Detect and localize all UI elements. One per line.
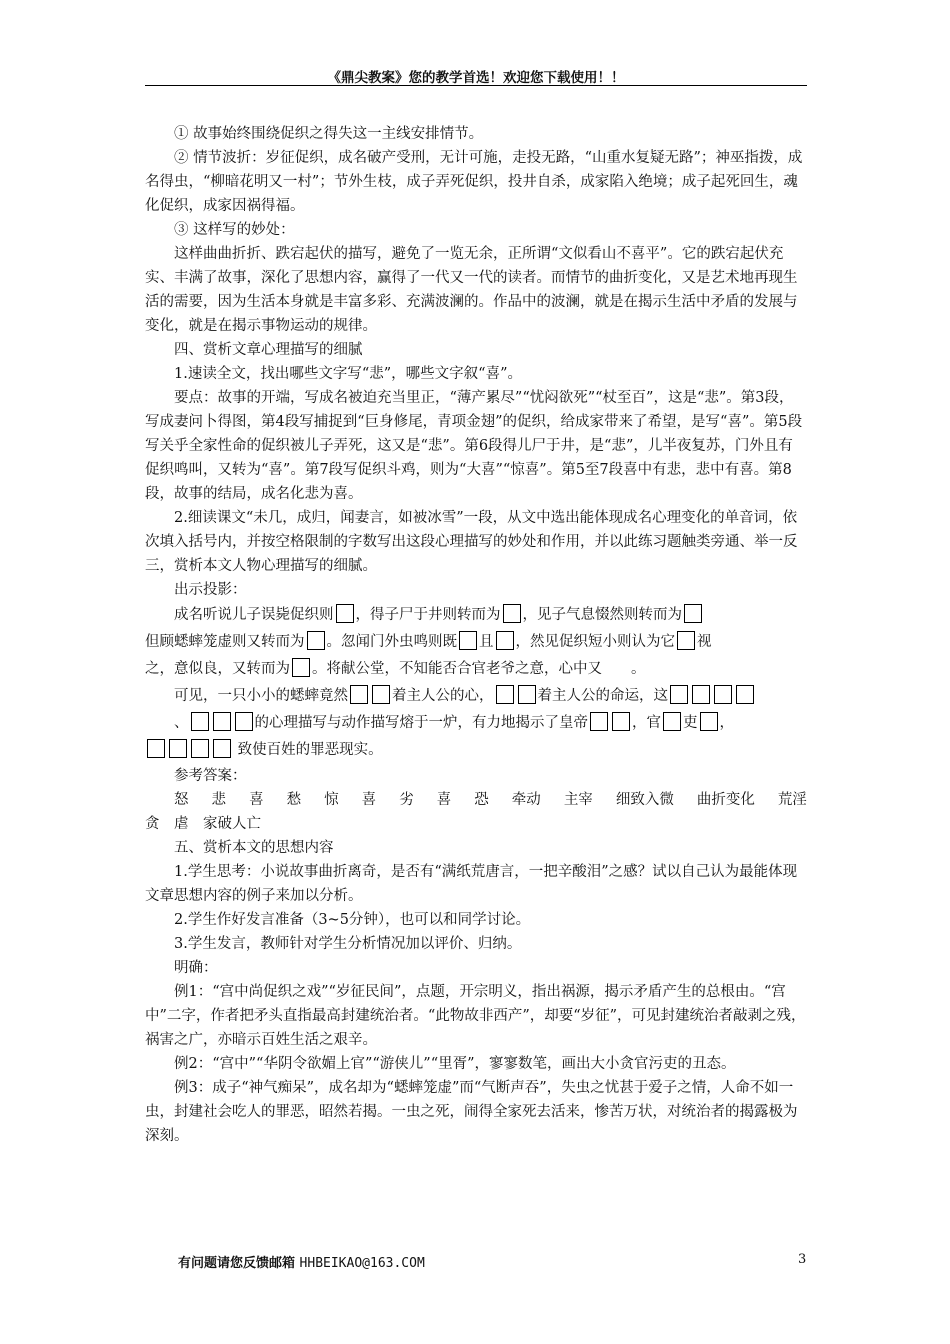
question-2: 2.细读课文“未几，成归，闻妻言，如被冰雪”一段，从文中选出能体现成名心理变化的单音词，依次填入括号内，并按空格限制的字数写出这段心理描写的妙处和作用，并以此练习题触类旁通、举一反三，赏析本文人物心理描写的细腻。	[145, 510, 798, 574]
fill-line-2: 但顾蟋蟀笼虚则又转而为 。忽闻门外虫鸣则既 且 ，然见促织短小则认为它 视	[145, 629, 807, 656]
sec5-question-2: 2.学生作好发言准备（3~5分钟），也可以和同学讨论。	[174, 912, 531, 928]
answer-word: 怒	[174, 792, 189, 808]
answer-word: 牵动	[511, 792, 541, 808]
answer-box[interactable]	[714, 685, 732, 704]
page-number: 3	[798, 1252, 807, 1267]
answer-box[interactable]	[663, 712, 681, 731]
answer-box[interactable]	[307, 631, 325, 650]
footer-label: 有问题请您反馈邮箱	[178, 1256, 296, 1271]
example-2: 例2：“宫中”“华阴令欲媚上官”“游侠儿”“里胥”，寥寥数笔，画出大小贪官污吏的丑态。	[174, 1056, 736, 1072]
page-footer	[178, 1252, 425, 1271]
answer-box[interactable]	[169, 739, 187, 758]
answer-box[interactable]	[496, 631, 514, 650]
clarify-label: 明确：	[174, 960, 218, 976]
paragraph-main-thread: ① 故事始终围绕促织之得失这一主线安排情节。	[174, 126, 484, 142]
answer-word: 曲折变化	[696, 792, 755, 808]
fill-line-3: 之，意似良，又转而为 。将献公堂，不知能否合官老爷之意，心中又 。	[145, 656, 807, 683]
answer-box[interactable]	[612, 712, 630, 731]
answer-box[interactable]	[350, 685, 368, 704]
answer-box[interactable]	[518, 685, 536, 704]
footer-email[interactable]: HHBEIKAO@163.COM	[299, 1256, 425, 1271]
answer-word: 喜	[249, 792, 264, 808]
fill-line-6: 致使百姓的罪恶现实。	[145, 737, 807, 764]
answer-box[interactable]	[670, 685, 688, 704]
answer-1: 要点：故事的开端，写成名被迫充当里正，“薄产累尽”“忧闷欲死”“杖至百”，这是“悲”。第3段，写成妻问卜得图，第4段写捕捉到“巨身修尾，青项金翅”的促织，给成家带来了希望，是写“喜”。第5段写关乎全家性命的促织被儿子弄死，这又是“悲”。第6段得儿尸于井，是“悲”，儿半夜复苏，门外且有促织鸣叫，又转为“喜”。第7段写促织斗鸡，则为“大喜”“惊喜”。第5至7段喜中有悲，悲中有喜。第8段，故事的结局，成名化悲为喜。	[145, 390, 803, 502]
projection-label: 出示投影：	[174, 582, 247, 598]
reference-answers-title: 参考答案：	[174, 768, 247, 784]
answer-box[interactable]	[503, 604, 521, 623]
answer-box[interactable]	[677, 631, 695, 650]
fill-line-4: 可见，一只小小的蟋蟀竟然 着主人公的心， 着主人公的命运，这	[145, 683, 807, 710]
example-3: 例3：成子“神气痴呆”，成名却为“蟋蟀笼虚”而“气断声吞”，失虫之忧甚于爱子之情，人命不如一虫，封建社会吃人的罪恶，昭然若揭。一虫之死，闹得全家死去活来，惨苦万状，对统治者的揭露极为深刻。	[145, 1080, 798, 1144]
answer-box[interactable]	[213, 712, 231, 731]
reference-answers-list	[174, 788, 807, 812]
answer-word: 细致入微	[615, 792, 674, 808]
answer-box[interactable]	[459, 631, 477, 650]
answer-box[interactable]	[372, 685, 390, 704]
answer-word: 恐	[474, 792, 489, 808]
answer-word: 劣	[399, 792, 414, 808]
answer-word: 惊	[324, 792, 339, 808]
question-1: 1.速读全文，找出哪些文字写“悲”，哪些文字叙“喜”。	[174, 366, 522, 382]
document-body	[145, 122, 807, 1148]
answer-word: 悲	[211, 792, 227, 808]
answer-word: 喜	[436, 792, 452, 808]
fill-in-exercise	[145, 602, 807, 764]
reference-answers-line-2: 贪 虐 家破人亡	[145, 816, 261, 832]
answer-box[interactable]	[684, 604, 702, 623]
answer-box[interactable]	[292, 658, 310, 677]
header-rule	[145, 85, 807, 86]
answer-box[interactable]	[147, 739, 165, 758]
answer-box[interactable]	[191, 739, 209, 758]
answer-box[interactable]	[590, 712, 608, 731]
sec5-question-3: 3.学生发言，教师针对学生分析情况加以评价、归纳。	[174, 936, 522, 952]
answer-word: 主宰	[563, 792, 593, 808]
answer-word: 荒淫	[777, 792, 807, 808]
answer-box[interactable]	[336, 604, 354, 623]
answer-box[interactable]	[496, 685, 514, 704]
answer-box[interactable]	[235, 712, 253, 731]
answer-box[interactable]	[692, 685, 710, 704]
sec5-question-1: 1.学生思考：小说故事曲折离奇，是否有“满纸荒唐言，一把辛酸泪”之感？试以自己认为最能体现文章思想内容的例子来加以分析。	[145, 864, 798, 904]
paragraph-merit: 这样曲曲折折、跌宕起伏的描写，避免了一览无余，正所谓“文似看山不喜平”。它的跌宕起伏充实、丰满了故事，深化了思想内容，赢得了一代又一代的读者。而情节的曲折变化，又是艺术地再现生活的需要，因为生活本身就是丰富多彩、充满波澜的。作品中的波澜，就是在揭示生活中矛盾的发展与变化，就是在揭示事物运动的规律。	[145, 246, 798, 334]
answer-word: 喜	[361, 792, 377, 808]
answer-word: 愁	[286, 792, 302, 808]
answer-box[interactable]	[700, 712, 718, 731]
answer-box[interactable]	[213, 739, 231, 758]
example-1: 例1：“宫中尚促织之戏”“岁征民间”，点题，开宗明义，指出祸源，揭示矛盾产生的总根由。“宫中”二字，作者把矛头直指最高封建统治者。“此物故非西产”，却要“岁征”，可见封建统治者敲剥之残，祸害之广，亦暗示百姓生活之艰辛。	[145, 984, 806, 1048]
fill-line-5: 、 的心理描写与动作描写熔于一炉，有力地揭示了皇帝 ，官 吏 ，	[145, 710, 807, 737]
paragraph-plot-twists: ② 情节波折：岁征促织，成名破产受刑，无计可施，走投无路，“山重水复疑无路”；神巫指拨，成名得虫，“柳暗花明又一村”；节外生枝，成子弄死促织，投井自杀，成家陷入绝境；成子起死回生，魂化促织，成家因祸得福。	[145, 150, 803, 214]
paragraph-merit-heading: ③ 这样写的妙处：	[174, 222, 295, 238]
answer-box[interactable]	[191, 712, 209, 731]
section-heading-5: 五、赏析本文的思想内容	[174, 840, 334, 856]
section-heading-4: 四、赏析文章心理描写的细腻	[174, 342, 363, 358]
answer-box[interactable]	[736, 685, 754, 704]
fill-line-1: 成名听说儿子误毙促织则 ，得子尸于井则转而为 ，见子气息惙然则转而为	[145, 602, 807, 629]
page-header: 《鼎尖教案》您的教学首选！欢迎您下载使用！！	[327, 70, 625, 86]
